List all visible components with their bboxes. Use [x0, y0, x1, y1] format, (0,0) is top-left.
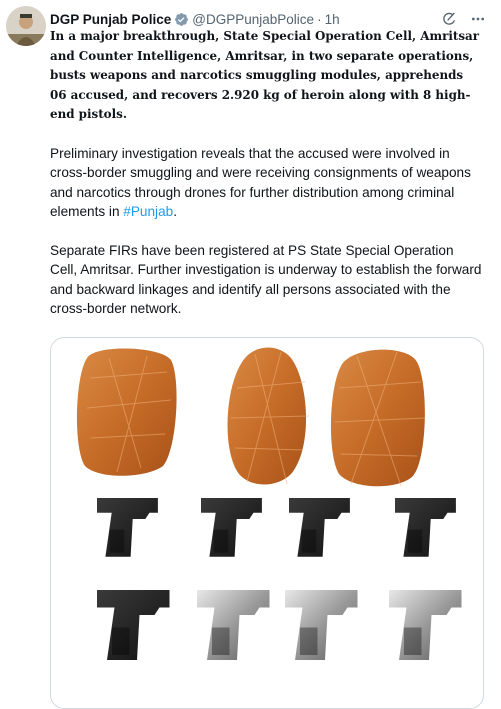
- paragraph-2-text: Preliminary investigation reveals that the accused were involved in cross-border smuggling and were receiving consignments of weapons and narcotics through drones for further distribution among criminal elements in: [50, 145, 471, 219]
- avatar[interactable]: [6, 6, 46, 46]
- timestamp[interactable]: 1h: [324, 11, 340, 27]
- avatar-image: [6, 6, 46, 46]
- separator-dot: ·: [317, 11, 322, 27]
- tweet-paragraph-3: Separate FIRs have been registered at PS State Special Operation Cell, Amritsar. Further investigation is underway to establish the forward and backward linkages and identify all persons associated with the cross-border network.: [50, 242, 482, 316]
- pistol-5: [97, 590, 170, 660]
- heroin-package-1: [77, 348, 177, 475]
- seized-items-photo: [51, 338, 483, 708]
- pistol-2: [201, 498, 262, 557]
- pistol-8: [389, 590, 462, 660]
- heroin-package-3: [331, 350, 425, 487]
- tweet-media[interactable]: [50, 337, 484, 709]
- heroin-package-2: [228, 348, 309, 485]
- tweet-lead-paragraph: In a major breakthrough, State Special Operation Cell, Amritsar and Counter Intelligence, Amritsar, in two separate operations, busts weapons and narcotics smuggling modules, apprehends 06 accused, and recovers 2.920 kg of heroin along with 8 high-end pistols.: [50, 29, 480, 121]
- more-icon[interactable]: [469, 11, 487, 27]
- pistol-3: [289, 498, 350, 557]
- author-name[interactable]: DGP Punjab Police: [50, 11, 172, 27]
- paragraph-2-end: .: [173, 204, 177, 219]
- pistol-6: [197, 590, 270, 660]
- grok-icon[interactable]: [441, 11, 457, 27]
- hashtag-punjab[interactable]: #Punjab: [123, 204, 174, 219]
- pistol-1: [97, 498, 158, 557]
- header-actions: [441, 11, 487, 27]
- pistol-7: [285, 590, 358, 660]
- tweet-paragraph-2: [50, 144, 482, 222]
- verified-badge-icon: [174, 12, 189, 27]
- pistol-4: [395, 498, 456, 557]
- author-handle[interactable]: @DGPPunjabPolice: [192, 11, 315, 27]
